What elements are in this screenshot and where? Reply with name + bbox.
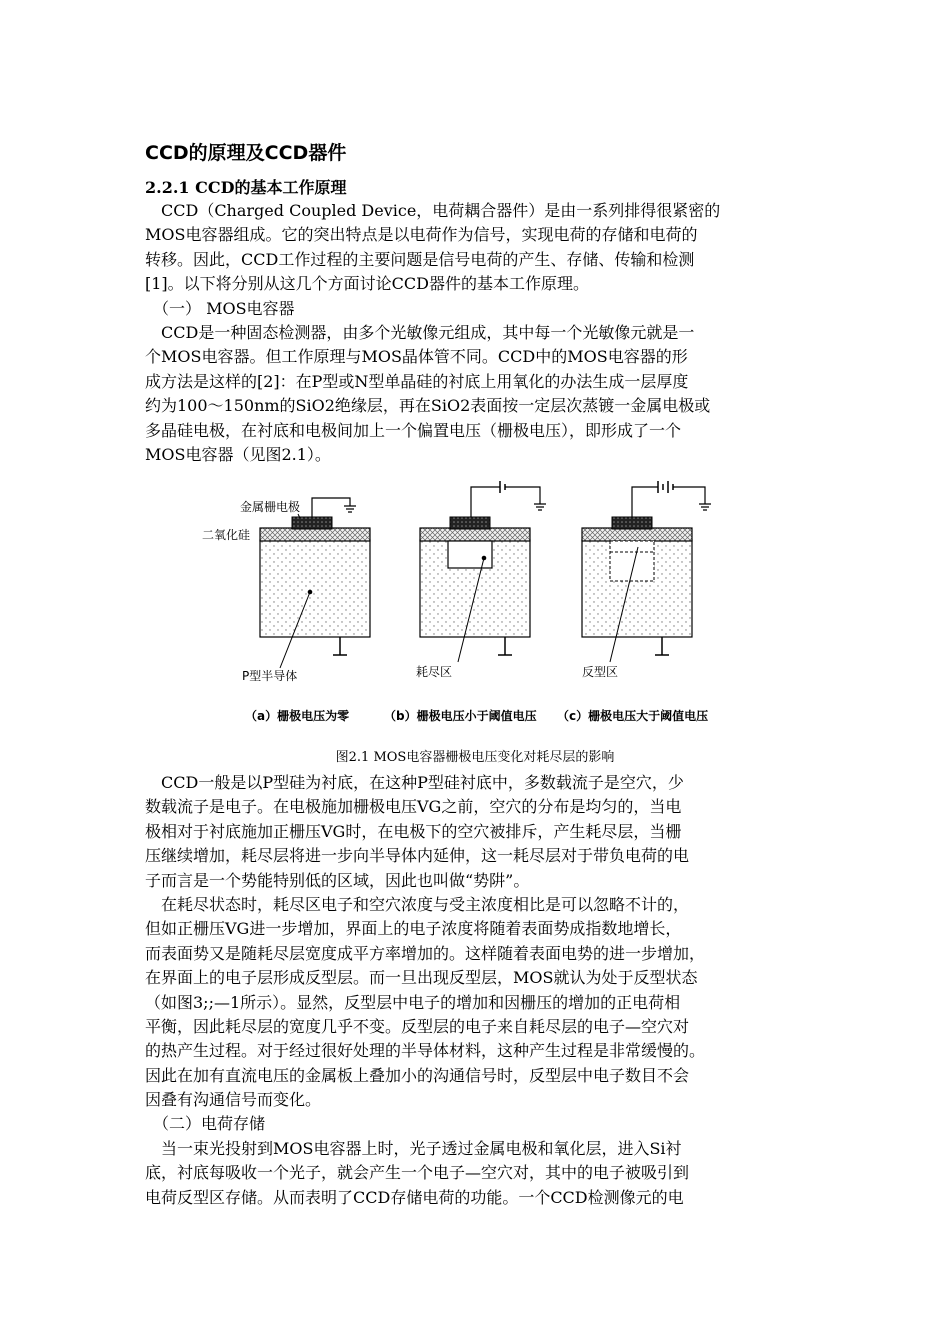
text-line: 转移。因此，CCD工作过程的主要问题是信号电荷的产生、存储、传输和检测 <box>145 249 695 269</box>
text-line: 而表面势又是随耗尽层宽度成平方率增加的。这样随着表面电势的进一步增加， <box>145 943 706 963</box>
text-line: 约为100～150nm的SiO2绝缘层，再在SiO2表面按一定层次蒸镀一金属电极或 <box>145 396 711 416</box>
label-depletion-region: 耗尽区 <box>416 665 453 679</box>
text-line: 当一束光投射到MOS电容器上时，光子透过金属电极和氧化层，进入Si衬 <box>145 1138 682 1158</box>
label-silicon-dioxide: 二氧化硅 <box>202 528 251 542</box>
capacitor-b <box>420 481 546 662</box>
subsection-heading-storage: （二）电荷存储 <box>145 1114 266 1134</box>
text-line: 多晶硅电极，在衬底和电极间加上一个偏置电压（栅极电压），即形成了一个 <box>145 420 682 440</box>
text-line: 数载流子是电子。在电极施加栅极电压VG之前，空穴的分布是均匀的，当电 <box>145 797 682 817</box>
figure-caption: 图2.1 MOS电容器栅极电压变化对耗尽层的影响 <box>335 750 615 765</box>
mos-capacitor-figure <box>200 480 760 730</box>
capacitor-a <box>260 498 370 668</box>
subsection-heading-mos: （一） MOS电容器 <box>145 298 295 318</box>
text-line: 的热产生过程。对于经过很好处理的半导体材料，这种产生过程是非常缓慢的。 <box>145 1041 706 1061</box>
text-line: 成方法是这样的[2]：在P型或N型单晶硅的衬底上用氧化的办法生成一层厚度 <box>145 371 689 391</box>
text-line: 底，衬底每吸收一个光子，就会产生一个电子—空穴对，其中的电子被吸引到 <box>145 1163 690 1183</box>
text-line: 极相对于衬底施加正栅压VG时，在电极下的空穴被排斥，产生耗尽层，当栅 <box>145 821 682 841</box>
text-line: CCD是一种固态检测器，由多个光敏像元组成，其中每一个光敏像元就是一 <box>145 322 695 342</box>
text-line: 子而言是一个势能特别低的区域，因此也叫做“势阱”。 <box>145 870 530 890</box>
text-line: CCD（Charged Coupled Device，电荷耦合器件）是由一系列排得很紧密的 <box>145 201 721 220</box>
body-continuation <box>145 771 815 1210</box>
document-title: CCD的原理及CCD器件 <box>145 142 347 164</box>
capacitor-c <box>582 481 711 662</box>
subcaption-b: （b）栅极电压小于阈值电压 <box>384 709 537 723</box>
text-line: 在耗尽状态时，耗尽区电子和空穴浓度与受主浓度相比是可以忽略不计的， <box>145 894 690 914</box>
text-line: 但如正栅压VG进一步增加，界面上的电子浓度将随着表面势成指数地增长， <box>145 919 682 939</box>
subcaption-c: （c）栅极电压大于阈值电压 <box>557 709 709 723</box>
text-line: 因此在加有直流电压的金属板上叠加小的沟通信号时，反型层中电子数目不会 <box>145 1065 690 1085</box>
text-line: 平衡，因此耗尽层的宽度几乎不变。反型层的电子来自耗尽层的电子—空穴对 <box>145 1016 690 1036</box>
text-line: CCD一般是以P型硅为衬底，在这种P型硅衬底中，多数载流子是空穴，少 <box>145 773 684 792</box>
label-gate-electrode: 金属栅电极 <box>240 500 301 514</box>
text-line: MOS电容器（见图2.1）。 <box>145 444 331 464</box>
text-line: 压继续增加，耗尽层将进一步向半导体内延伸，这一耗尽层对于带负电荷的电 <box>145 846 690 866</box>
section-heading: 2.2.1 CCD的基本工作原理 <box>145 178 347 197</box>
subcaption-a: （a）栅极电压为零 <box>245 709 350 723</box>
text-line: [1]。以下将分别从这几个方面讨论CCD器件的基本工作原理。 <box>145 274 589 294</box>
label-p-semiconductor: P型半导体 <box>242 669 298 683</box>
text-line: 个MOS电容器。但工作原理与MOS晶体管不同。CCD中的MOS电容器的形 <box>145 347 688 367</box>
intro-paragraph <box>145 199 815 467</box>
text-line: MOS电容器组成。它的突出特点是以电荷作为信号，实现电荷的存储和电荷的 <box>145 225 698 245</box>
text-line: 在界面上的电子层形成反型层。而一旦出现反型层，MOS就认为处于反型状态 <box>145 968 698 988</box>
label-inversion-region: 反型区 <box>582 665 619 679</box>
text-line: （如图3;;—1所示）。显然，反型层中电子的增加和因栅压的增加的正电荷相 <box>145 992 681 1012</box>
text-line: 电荷反型区存储。从而表明了CCD存储电荷的功能。一个CCD检测像元的电 <box>145 1187 684 1207</box>
text-line: 因叠有沟通信号而变化。 <box>145 1090 322 1110</box>
